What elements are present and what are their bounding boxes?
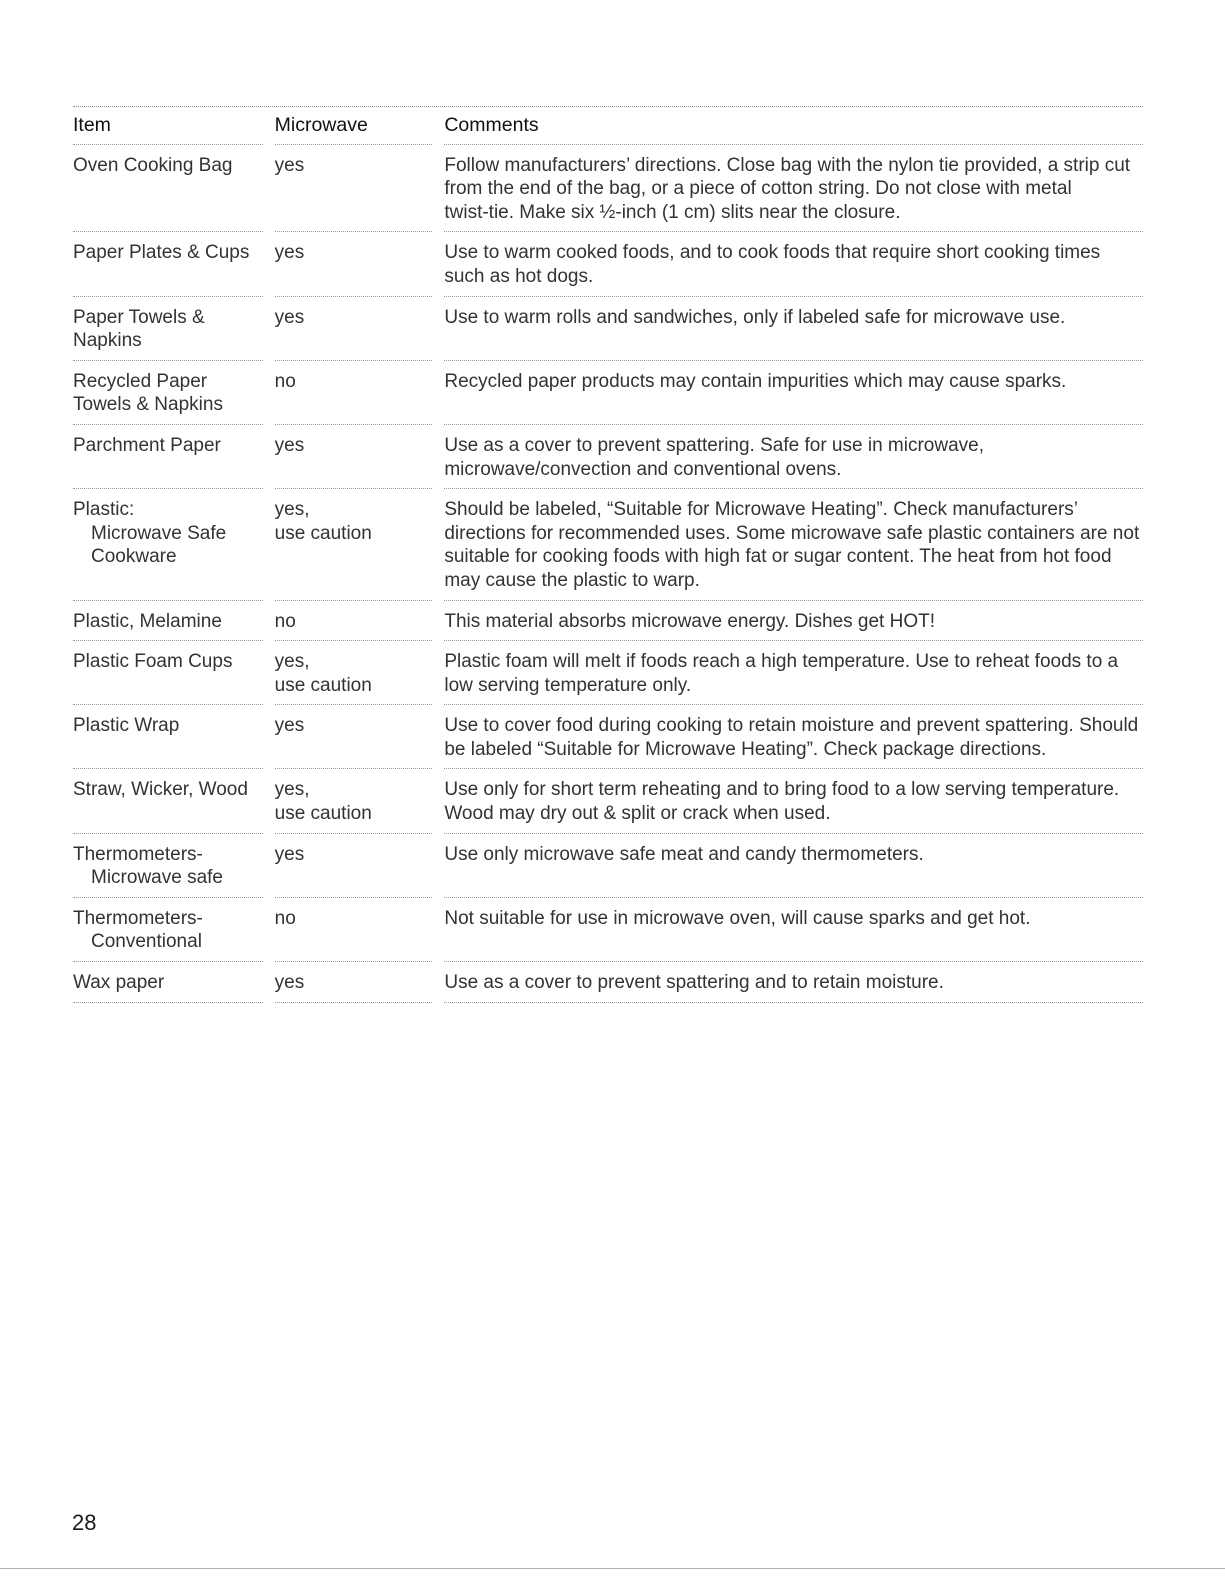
microwave-cell: no	[275, 601, 433, 642]
item-cell	[73, 145, 263, 233]
item-subname: Microwave safe	[91, 867, 223, 889]
item-name: Plastic:	[73, 499, 135, 521]
comments-cell: Use to warm cooked foods, and to cook foods that require short cooking times such as hot dogs.	[444, 232, 1143, 296]
item-name: Oven Cooking Bag	[73, 154, 233, 176]
table-row	[73, 489, 1143, 600]
microwave-cell: no	[275, 898, 433, 962]
table-row	[73, 297, 1143, 361]
item-name: Straw, Wicker, Wood	[73, 779, 248, 801]
item-cell	[73, 898, 263, 962]
item-cell	[73, 297, 263, 361]
comments-cell: Use to cover food during cooking to retain moisture and prevent spattering. Should be labeled “Suitable for Microwave Heating”. Check package directions.	[444, 705, 1143, 769]
item-cell	[73, 361, 263, 425]
table-row	[73, 425, 1143, 489]
table-body	[73, 145, 1143, 1003]
item-cell	[73, 641, 263, 705]
item-cell	[73, 962, 263, 1003]
item-name: Wax paper	[73, 972, 165, 994]
comments-cell: Not suitable for use in microwave oven, will cause sparks and get hot.	[444, 898, 1143, 962]
comments-cell: Follow manufacturers’ directions. Close bag with the nylon tie provided, a strip cut from the end of the bag, or a piece of cotton string. Do not close with metal twist-tie. Make six ½-inch (1 cm) slits near the closure.	[444, 145, 1143, 233]
table-row	[73, 145, 1143, 233]
item-name: Paper Towels & Napkins	[73, 306, 205, 352]
item-name: Thermometers-	[73, 907, 203, 929]
table-header-row	[73, 107, 1143, 145]
item-name: Plastic Foam Cups	[73, 651, 233, 673]
comments-cell: Use only microwave safe meat and candy thermometers.	[444, 834, 1143, 898]
microwave-cell: yes	[275, 834, 433, 898]
item-cell	[73, 489, 263, 600]
table-row	[73, 361, 1143, 425]
item-cell	[73, 232, 263, 296]
item-cell	[73, 834, 263, 898]
table-row	[73, 232, 1143, 296]
microwave-cell: yes	[275, 297, 433, 361]
table-row	[73, 705, 1143, 769]
table-row	[73, 641, 1143, 705]
header-item: Item	[73, 107, 263, 145]
item-subname: Microwave Safe Cookware	[91, 522, 227, 568]
item-cell	[73, 705, 263, 769]
comments-cell: Plastic foam will melt if foods reach a high temperature. Use to reheat foods to a low serving temperature only.	[444, 641, 1143, 705]
item-name: Thermometers-	[73, 843, 203, 865]
comments-cell: Should be labeled, “Suitable for Microwave Heating”. Check manufacturers’ directions for recommended uses. Some microwave safe plastic containers are not suitable for cooking foods with high fat or sugar content. The heat from hot food may cause the plastic to warp.	[444, 489, 1143, 600]
microwave-cell: yes, use caution	[275, 769, 433, 833]
microwave-cell: yes	[275, 962, 433, 1003]
microwave-cell: yes	[275, 145, 433, 233]
item-cell	[73, 601, 263, 642]
comments-cell: Recycled paper products may contain impurities which may cause sparks.	[444, 361, 1143, 425]
comments-cell: Use only for short term reheating and to bring food to a low serving temperature. Wood may dry out & split or crack when used.	[444, 769, 1143, 833]
table-row	[73, 834, 1143, 898]
table-row	[73, 962, 1143, 1003]
microwave-utensil-table	[73, 106, 1143, 1003]
item-name: Recycled Paper Towels & Napkins	[73, 370, 223, 416]
microwave-cell: yes	[275, 705, 433, 769]
comments-cell: This material absorbs microwave energy. Dishes get HOT!	[444, 601, 1143, 642]
item-name: Plastic, Melamine	[73, 610, 222, 632]
microwave-cell: no	[275, 361, 433, 425]
comments-cell: Use as a cover to prevent spattering. Safe for use in microwave, microwave/convection and conventional ovens.	[444, 425, 1143, 489]
comments-cell: Use as a cover to prevent spattering and to retain moisture.	[444, 962, 1143, 1003]
microwave-cell: yes	[275, 232, 433, 296]
item-cell	[73, 769, 263, 833]
bottom-rule	[0, 1568, 1225, 1569]
microwave-cell: yes, use caution	[275, 641, 433, 705]
microwave-cell: yes, use caution	[275, 489, 433, 600]
item-name: Parchment Paper	[73, 434, 221, 456]
item-name: Plastic Wrap	[73, 715, 180, 737]
item-subname: Conventional	[91, 931, 202, 953]
comments-cell: Use to warm rolls and sandwiches, only if labeled safe for microwave use.	[444, 297, 1143, 361]
table-row	[73, 601, 1143, 642]
table-row	[73, 898, 1143, 962]
page-number: 28	[72, 1510, 97, 1535]
item-name: Paper Plates & Cups	[73, 242, 250, 264]
table-row	[73, 769, 1143, 833]
microwave-cell: yes	[275, 425, 433, 489]
header-comments: Comments	[444, 107, 1143, 145]
header-microwave: Microwave	[275, 107, 433, 145]
item-cell	[73, 425, 263, 489]
